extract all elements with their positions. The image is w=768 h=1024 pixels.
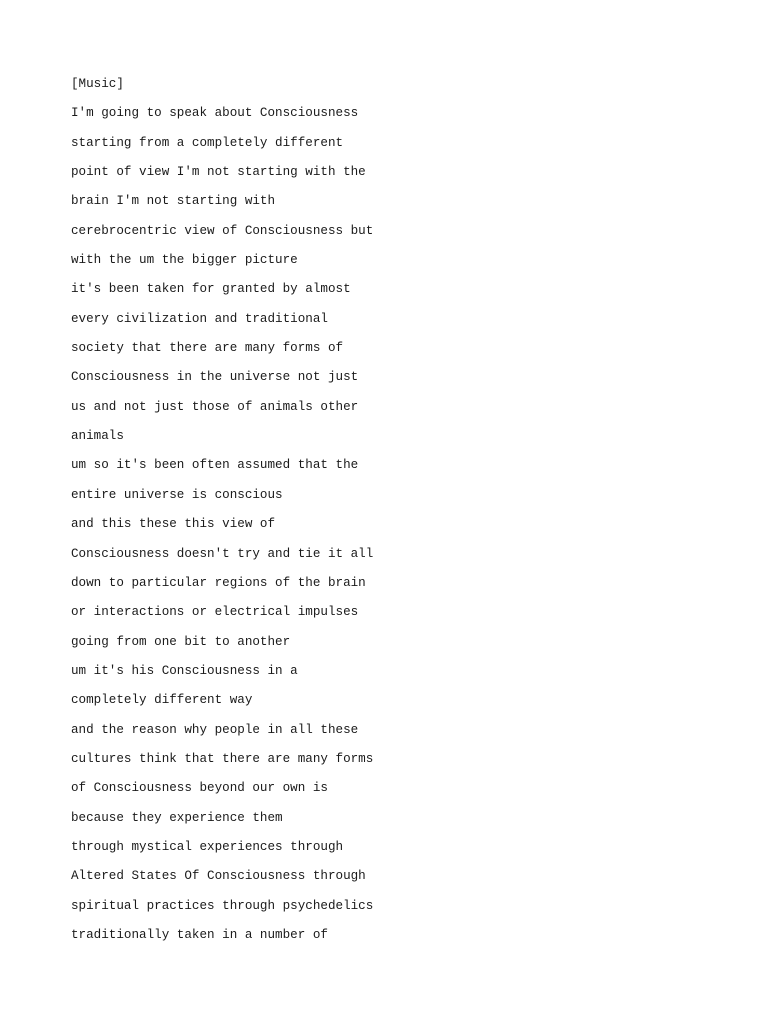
transcript-line: or interactions or electrical impulses (71, 605, 359, 620)
transcript-line: I'm going to speak about Consciousness (71, 106, 359, 121)
transcript-line: cultures think that there are many forms (71, 751, 374, 766)
transcript-line: of Consciousness beyond our own is (71, 781, 328, 796)
transcript-line: animals (71, 429, 124, 444)
transcript-line: going from one bit to another (71, 634, 291, 649)
transcript-line: starting from a completely different (71, 135, 344, 150)
transcript-line: traditionally taken in a number of (71, 927, 328, 942)
transcript-line: because they experience them (71, 810, 283, 825)
transcript-line: completely different way (71, 693, 253, 708)
transcript-line: um it's his Consciousness in a (71, 663, 298, 678)
transcript-line: and the reason why people in all these (71, 722, 359, 737)
transcript-line: with the um the bigger picture (71, 253, 298, 268)
transcript-text (71, 70, 373, 950)
transcript-line: Altered States Of Consciousness through (71, 869, 366, 884)
transcript-line: cerebrocentric view of Consciousness but (71, 223, 374, 238)
transcript-line: Consciousness doesn't try and tie it all (71, 546, 374, 561)
transcript-line: through mystical experiences through (71, 839, 344, 854)
transcript-line: brain I'm not starting with (71, 194, 276, 209)
transcript-line: down to particular regions of the brain (71, 575, 366, 590)
transcript-line: and this these this view of (71, 517, 276, 532)
transcript-line: [Music] (71, 77, 124, 91)
transcript-line: society that there are many forms of (71, 341, 344, 356)
transcript-line: spiritual practices through psychedelics (71, 898, 374, 913)
transcript-line: entire universe is conscious (71, 487, 283, 502)
transcript-line: every civilization and traditional (71, 311, 328, 326)
transcript-line: it's been taken for granted by almost (71, 282, 351, 297)
transcript-line: point of view I'm not starting with the (71, 165, 366, 180)
transcript-line: us and not just those of animals other (71, 399, 359, 414)
transcript-line: Consciousness in the universe not just (71, 370, 359, 385)
transcript-line: um so it's been often assumed that the (71, 458, 359, 473)
